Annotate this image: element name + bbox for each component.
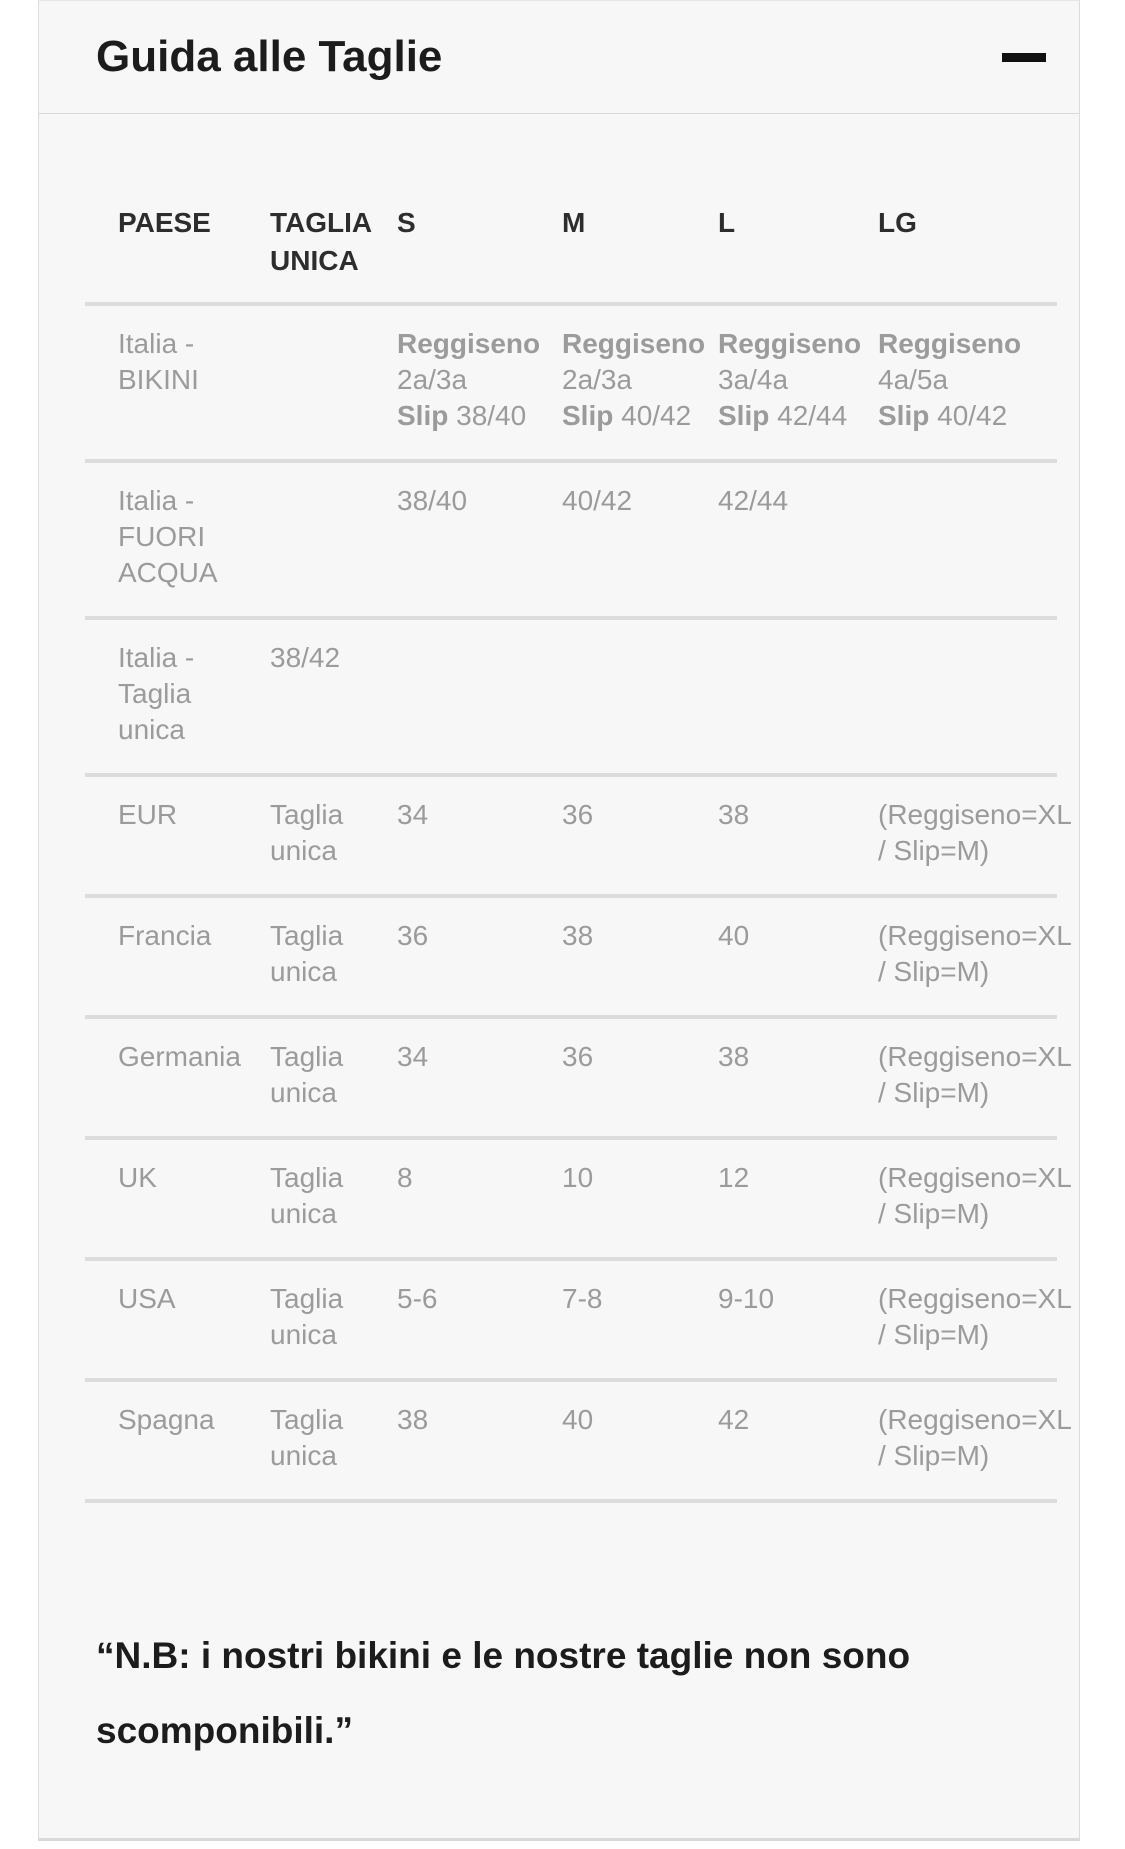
- table-cell-5-3: 36: [529, 1017, 685, 1138]
- table-body: [85, 304, 1072, 1501]
- column-header-0: PAESE: [85, 114, 237, 304]
- table-cell-0-2: Reggiseno 2a/3a Slip 38/40: [364, 304, 529, 461]
- table-cell-1-3: 40/42: [529, 461, 685, 618]
- table-cell-0-5: Reggiseno 4a/5a Slip 40/42: [845, 304, 1057, 461]
- table-cell-7-1: Taglia unica: [237, 1259, 364, 1380]
- table-cell-5-5: (Reggiseno=XL / Slip=M): [845, 1017, 1057, 1138]
- column-header-4: L: [685, 114, 845, 304]
- table-cell-6-5: (Reggiseno=XL / Slip=M): [845, 1138, 1057, 1259]
- panel-title: Guida alle Taglie: [96, 32, 443, 81]
- table-cell-0-4: Reggiseno 3a/4a Slip 42/44: [685, 304, 845, 461]
- table-cell-4-3: 38: [529, 896, 685, 1017]
- table-cell-2-0: Italia - Taglia unica: [85, 618, 237, 775]
- table-row-1: [85, 461, 1057, 618]
- table-cell-7-4: 9-10: [685, 1259, 845, 1380]
- table-cell-5-1: Taglia unica: [237, 1017, 364, 1138]
- table-cell-3-3: 36: [529, 775, 685, 896]
- table-cell-4-4: 40: [685, 896, 845, 1017]
- table-cell-1-0: Italia - FUORI ACQUA: [85, 461, 237, 618]
- table-cell-3-2: 34: [364, 775, 529, 896]
- table-row-8: [85, 1380, 1057, 1501]
- minus-icon: [1002, 53, 1046, 62]
- table-cell-4-1: Taglia unica: [237, 896, 364, 1017]
- table-cell-5-2: 34: [364, 1017, 529, 1138]
- table-row-3: [85, 775, 1057, 896]
- table-cell-2-5: [845, 618, 1057, 775]
- table-cell-1-2: 38/40: [364, 461, 529, 618]
- table-cell-8-3: 40: [529, 1380, 685, 1501]
- table-cell-3-1: Taglia unica: [237, 775, 364, 896]
- panel-header: [39, 1, 1079, 114]
- table-cell-2-3: [529, 618, 685, 775]
- table-cell-3-4: 38: [685, 775, 845, 896]
- table-cell-6-0: UK: [85, 1138, 237, 1259]
- table-cell-6-2: 8: [364, 1138, 529, 1259]
- table-header-row: [85, 114, 1057, 304]
- size-guide-panel: [38, 0, 1080, 1841]
- table-row-5: [85, 1017, 1057, 1138]
- table-cell-2-4: [685, 618, 845, 775]
- table-cell-0-0: Italia - BIKINI: [85, 304, 237, 461]
- table-cell-6-1: Taglia unica: [237, 1138, 364, 1259]
- note-line-2: scomponibili.”: [96, 1710, 353, 1751]
- table-row-6: [85, 1138, 1057, 1259]
- table-cell-2-2: [364, 618, 529, 775]
- table-cell-4-0: Francia: [85, 896, 237, 1017]
- column-header-5: LG: [845, 114, 1057, 304]
- table-cell-4-2: 36: [364, 896, 529, 1017]
- table-cell-8-2: 38: [364, 1380, 529, 1501]
- table-cell-7-3: 7-8: [529, 1259, 685, 1380]
- table-cell-3-5: (Reggiseno=XL / Slip=M): [845, 775, 1057, 896]
- table-cell-2-1: 38/42: [237, 618, 364, 775]
- table-cell-5-0: Germania: [85, 1017, 237, 1138]
- table-cell-1-4: 42/44: [685, 461, 845, 618]
- table-cell-8-0: Spagna: [85, 1380, 237, 1501]
- table-cell-1-5: [845, 461, 1057, 618]
- size-guide-table: [85, 114, 1072, 1503]
- note-line-1: “N.B: i nostri bikini e le nostre taglie non sono: [96, 1635, 911, 1676]
- table-cell-7-0: USA: [85, 1259, 237, 1380]
- table-cell-0-3: Reggiseno 2a/3a Slip 40/42: [529, 304, 685, 461]
- table-cell-4-5: (Reggiseno=XL / Slip=M): [845, 896, 1057, 1017]
- table-cell-8-1: Taglia unica: [237, 1380, 364, 1501]
- table-row-4: [85, 896, 1057, 1017]
- table-row-7: [85, 1259, 1057, 1380]
- table-row-2: [85, 618, 1057, 775]
- table-cell-6-4: 12: [685, 1138, 845, 1259]
- collapse-button[interactable]: [1002, 47, 1046, 68]
- table-cell-7-2: 5-6: [364, 1259, 529, 1380]
- column-header-3: M: [529, 114, 685, 304]
- table-cell-5-4: 38: [685, 1017, 845, 1138]
- table-row-0: [85, 304, 1057, 461]
- column-header-1: TAGLIA UNICA: [237, 114, 364, 304]
- table-cell-6-3: 10: [529, 1138, 685, 1259]
- note-text: [96, 1618, 996, 1768]
- column-header-2: S: [364, 114, 529, 304]
- table-cell-8-4: 42: [685, 1380, 845, 1501]
- table-cell-7-5: (Reggiseno=XL / Slip=M): [845, 1259, 1057, 1380]
- table-cell-1-1: [237, 461, 364, 618]
- table-cell-3-0: EUR: [85, 775, 237, 896]
- table-cell-0-1: [237, 304, 364, 461]
- table-cell-8-5: (Reggiseno=XL / Slip=M): [845, 1380, 1057, 1501]
